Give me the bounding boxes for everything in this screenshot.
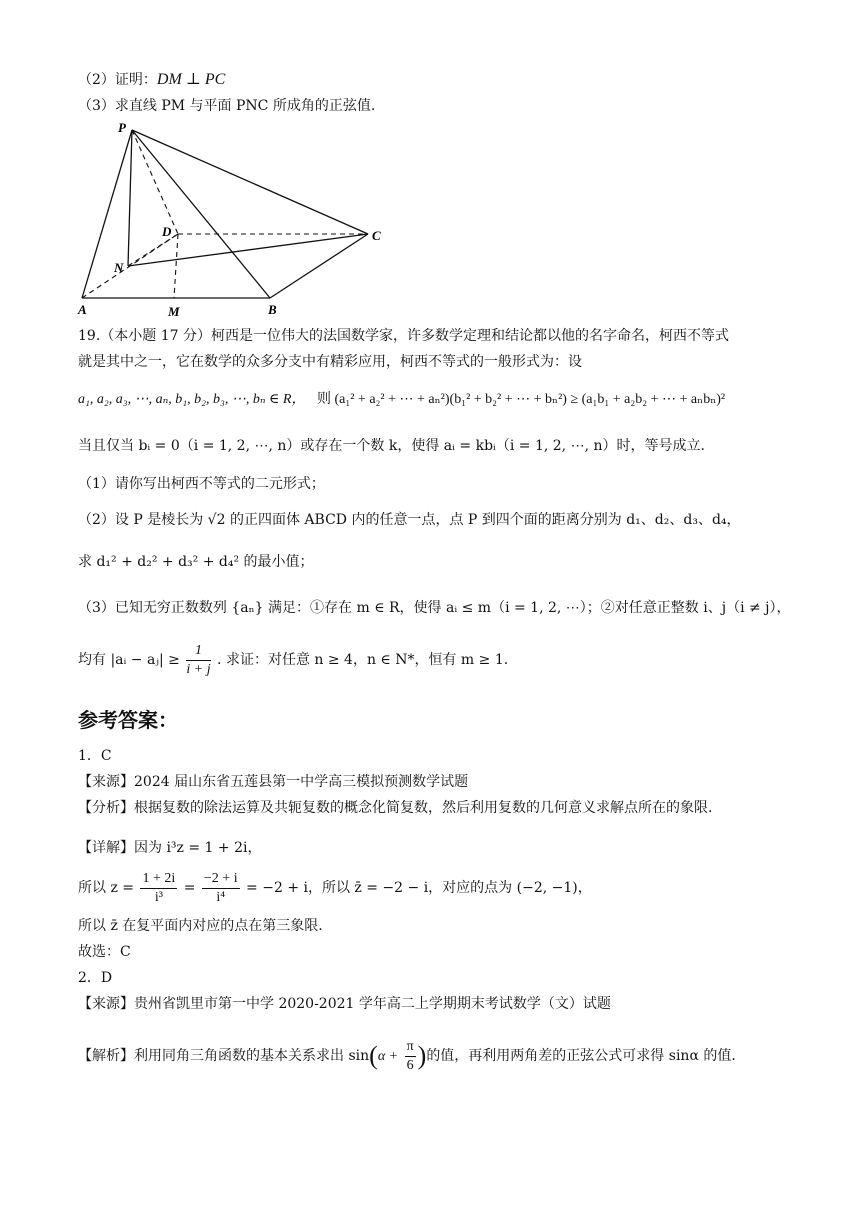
answer2-alpha: α +	[377, 1049, 399, 1064]
label-M: M	[168, 304, 180, 318]
edge-DM	[174, 234, 178, 298]
q19-fraction-den: i + j	[186, 661, 211, 677]
label-B: B	[268, 302, 277, 317]
q19-fraction-num: 1	[186, 642, 210, 661]
q18-part3: （3）求直线 PM 与平面 PNC 所成角的正弦值.	[78, 98, 376, 114]
answer1-conclusion: 所以 z̄ 在复平面内对应的点在第三象限.	[78, 918, 323, 934]
answer2-source: 【来源】贵州省凯里市第一中学 2020-2021 学年高二上学期期末考试数学（文）试题	[78, 996, 611, 1012]
edge-PN	[128, 130, 132, 266]
answer1-fraction-1	[140, 870, 177, 907]
answer2-frac-den: 6	[406, 1057, 414, 1073]
answer1-f1-num: 1 + 2i	[140, 870, 177, 889]
edge-PD	[132, 130, 178, 234]
q19-part3-post: . 求证：对任意 n ≥ 4，n ∈ N*，恒有 m ≥ 1.	[217, 652, 509, 668]
answer2-analysis-post: 的值，再利用两角差的正弦公式可求得 sinα 的值.	[426, 1048, 736, 1064]
answer1-fraction-2	[202, 870, 240, 907]
q18-part2	[78, 70, 800, 90]
edge-PC	[132, 130, 368, 234]
answer2-right-paren: )	[417, 1041, 427, 1070]
answer1-f1-den: i³	[154, 889, 163, 905]
q19-part3-line2	[78, 640, 800, 680]
label-P: P	[118, 120, 126, 135]
q19-inequality: 则 (a₁² + a₂² + ⋯ + aₙ²)(b₁² + b₂² + ⋯ + bₙ²) ≥ (a₁b₁ + a₂b₂ + ⋯ + aₙbₙ)²	[316, 392, 726, 407]
edge-PA	[82, 130, 132, 298]
q18-part2-math: DM ⊥ PC	[156, 71, 226, 88]
answer1-source: 【来源】2024 届山东省五莲县第一中学高三模拟预测数学试题	[78, 774, 469, 790]
answer2-left-paren: (	[369, 1041, 378, 1070]
q18-part2-text: （2）证明：	[78, 72, 157, 88]
q19-intro-line1: 19.（本小题 17 分）柯西是一位伟大的法国数学家，许多数学定理和结论都以他的名字命名，柯西不等式	[78, 328, 729, 344]
label-C: C	[372, 228, 381, 243]
label-D: D	[162, 224, 172, 239]
answer1-calc-post: = −2 + i，所以 z̄ = −2 − i，对应的点为 (−2, −1)，	[246, 880, 592, 896]
q19-equality-condition: 当且仅当 bᵢ = 0（i = 1, 2, ⋯, n）或存在一个数 k，使得 aᵢ = kbᵢ（i = 1, 2, ⋯, n）时，等号成立.	[78, 438, 705, 454]
edge-BC	[270, 234, 368, 298]
answer2-number: 2．D	[78, 970, 113, 986]
q19-part3-pre: 均有 |aᵢ − aⱼ| ≥	[78, 652, 180, 668]
answer1-analysis: 【分析】根据复数的除法运算及共轭复数的概念化简复数，然后利用复数的几何意义求解点所在的象限.	[78, 800, 713, 816]
answer1-number: 1．C	[78, 748, 112, 764]
edge-PB	[132, 130, 270, 298]
q19-set: a₁, a₂, a₃, ⋯, aₙ, b₁, b₂, b₃, ⋯, bₙ ∈ R，	[78, 392, 306, 407]
answer1-calculation	[78, 868, 800, 908]
answer1-equals: =	[183, 880, 196, 896]
q19-part1: （1）请你写出柯西不等式的二元形式；	[78, 476, 325, 492]
q19-part3-fraction	[186, 642, 210, 679]
answer2-analysis	[78, 1034, 800, 1079]
answer1-calc-pre: 所以 z =	[78, 880, 135, 896]
pyramid-figure	[70, 118, 400, 318]
label-A: A	[78, 302, 87, 317]
q19-cauchy-formula	[78, 390, 800, 410]
answers-heading: 参考答案：	[78, 708, 178, 732]
q19-intro-line2: 就是其中之一，它在数学的众多分支中有精彩应用，柯西不等式的一般形式为：设	[78, 354, 582, 370]
answer2-frac-num: π	[405, 1038, 416, 1057]
q19-part3-line1: （3）已知无穷正数数列 {aₙ} 满足：①存在 m ∈ R，使得 aᵢ ≤ m（i = 1, 2, ⋯）；②对任意正整数 i、j（i ≠ j），	[78, 600, 791, 616]
answer1-f2-den: i⁴	[216, 889, 226, 905]
edge-AD	[82, 234, 178, 298]
answer1-f2-num: −2 + i	[202, 870, 240, 889]
answer2-fraction	[405, 1038, 416, 1075]
answer2-analysis-pre: 【解析】利用同角三角函数的基本关系求出 sin	[78, 1048, 370, 1064]
answer1-detail: 【详解】因为 i³z = 1 + 2i，	[78, 840, 262, 856]
q19-part2-line1: （2）设 P 是棱长为 √2 的正四面体 ABCD 内的任意一点，点 P 到四个面的距离分别为 d₁、d₂、d₃、d₄，	[78, 512, 741, 528]
q19-part2-line2: 求 d₁² + d₂² + d₃² + d₄² 的最小值；	[78, 554, 314, 570]
answer1-choice: 故选：C	[78, 944, 131, 960]
label-N: N	[114, 260, 124, 275]
